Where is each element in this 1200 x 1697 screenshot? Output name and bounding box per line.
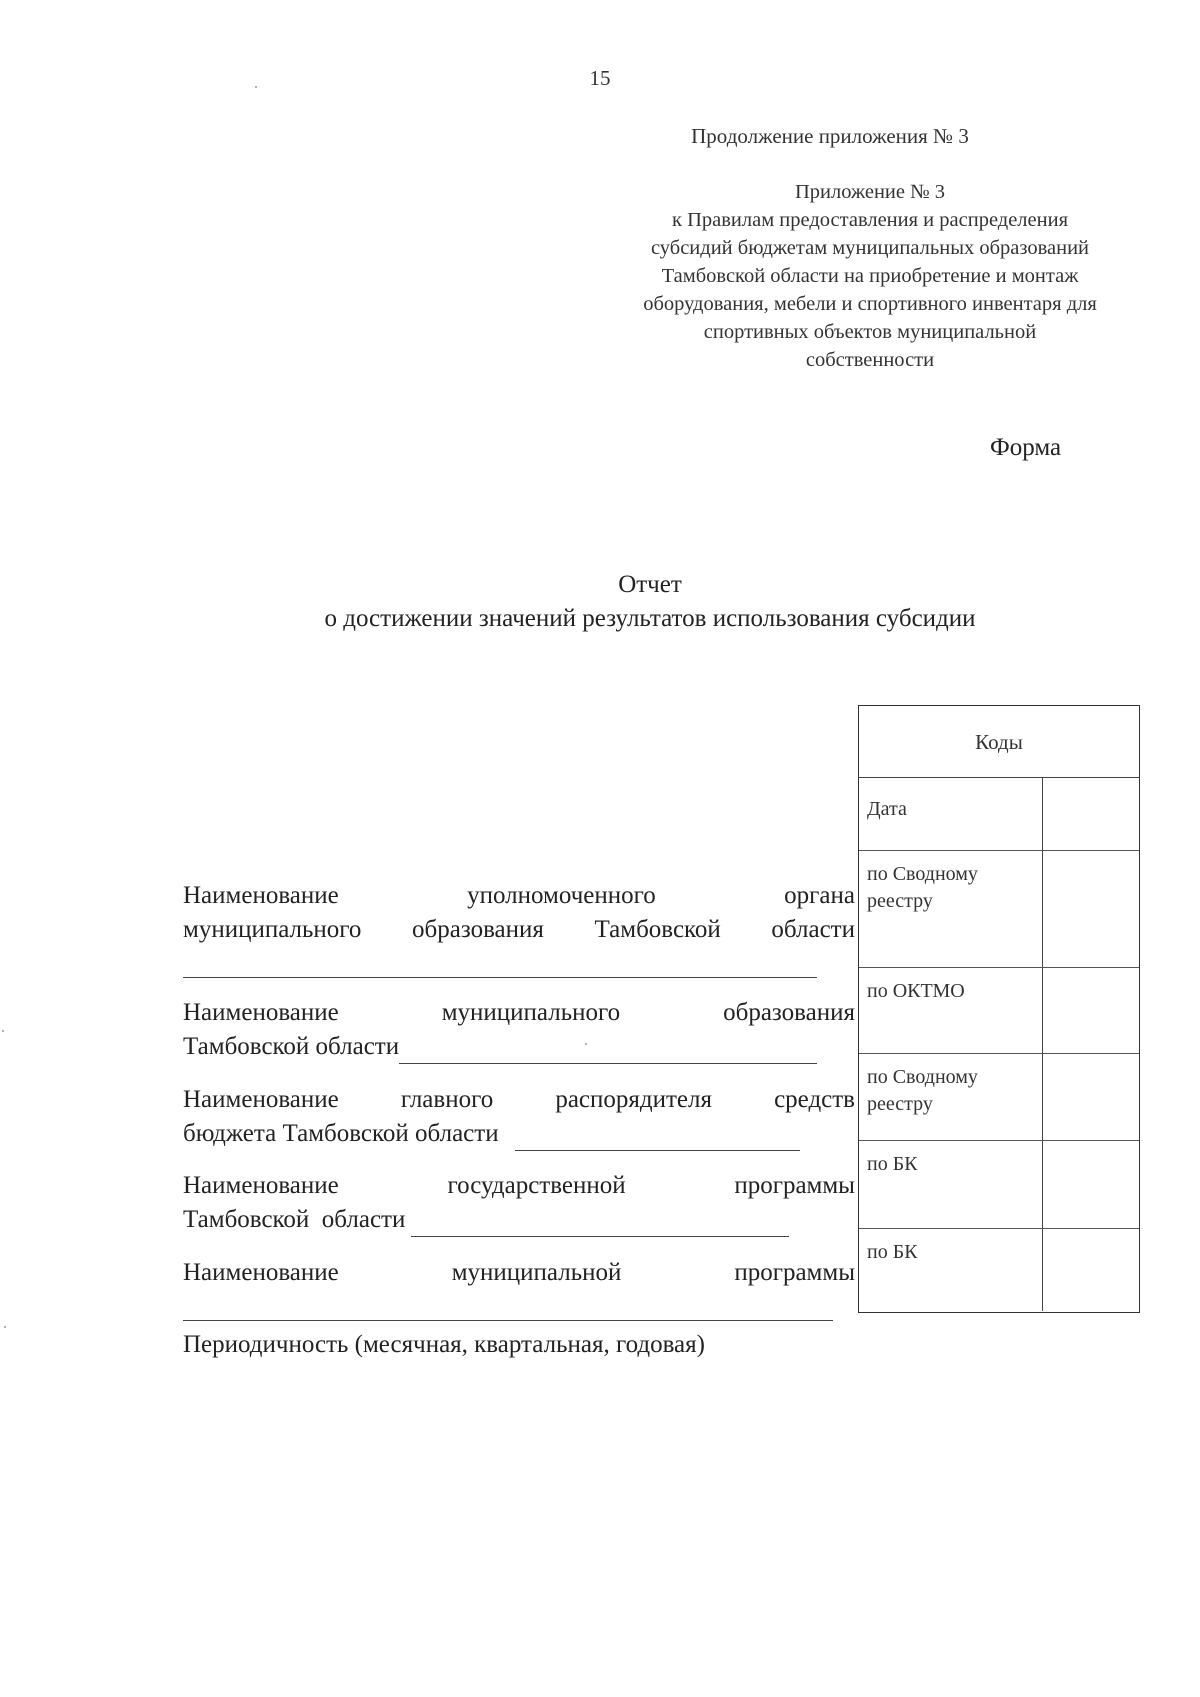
appendix-line: к Правилам предоставления и распределения (671, 209, 1069, 231)
field-word: Наименование (183, 1172, 339, 1199)
codes-row-label: Дата (867, 798, 907, 820)
codes-row-oktmo (859, 968, 1139, 1054)
codes-row-value-cell[interactable] (1042, 1229, 1139, 1311)
codes-row-consolidated-register (859, 851, 1139, 968)
appendix-reference (590, 178, 1150, 374)
field-word: программы (734, 1259, 855, 1286)
appendix-line: спортивных объектов муниципальной (703, 321, 1037, 343)
field-word: бюджета Тамбовской области (183, 1120, 499, 1147)
field-word: Наименование (183, 999, 339, 1026)
municipality-input-line[interactable] (399, 1037, 817, 1064)
codes-row-label: по БК (867, 1153, 918, 1175)
field-word: области (771, 916, 855, 943)
field-word: Наименование (183, 882, 339, 909)
field-word: муниципального (441, 999, 621, 1026)
codes-header: Коды (859, 706, 1139, 778)
field-municipality (183, 996, 855, 1064)
main-manager-input-line[interactable] (515, 1124, 800, 1151)
codes-row-value-cell[interactable] (1042, 1054, 1139, 1140)
codes-table (858, 705, 1140, 1313)
field-main-manager (183, 1083, 855, 1151)
appendix-line: Приложение № 3 (794, 181, 946, 203)
authorized-body-input-line[interactable] (183, 951, 817, 978)
appendix-line: оборудования, мебели и спортивного инвентаря для (643, 293, 1097, 315)
municipal-program-input-line[interactable] (183, 1294, 833, 1321)
field-word: средств (774, 1086, 855, 1113)
report-title: Отчет (618, 571, 682, 598)
field-word: программы (734, 1172, 855, 1199)
codes-row-bk (859, 1141, 1139, 1229)
scan-speck (585, 1043, 587, 1045)
codes-row-label: по Сводному реестру (867, 863, 978, 912)
field-word: Тамбовской области (183, 1033, 400, 1060)
field-word: главного (400, 1086, 494, 1113)
continuation-note: Продолжение приложения № 3 (691, 124, 969, 148)
field-word: уполномоченного (467, 882, 656, 909)
codes-row-value-cell[interactable] (1042, 1141, 1139, 1228)
field-word: Тамбовской (594, 916, 721, 943)
field-word: распорядителя (555, 1086, 712, 1113)
field-word: органа (784, 882, 855, 909)
periodicity-label: Периодичность (месячная, квартальная, годовая) (183, 1331, 705, 1358)
scan-speck (2, 1030, 4, 1032)
report-subtitle: о достижении значений результатов использования субсидии (324, 605, 976, 632)
state-program-input-line[interactable] (411, 1210, 789, 1237)
field-word: образования (723, 999, 855, 1026)
codes-row-consolidated-register-2 (859, 1054, 1139, 1141)
field-state-program (183, 1169, 855, 1237)
codes-row-bk-2 (859, 1229, 1139, 1311)
appendix-line: субсидий бюджетам муниципальных образований (650, 237, 1090, 259)
form-label: Форма (990, 434, 1062, 461)
appendix-line: Тамбовской области на приобретение и монтаж (661, 265, 1079, 287)
field-word: Тамбовской области (183, 1206, 406, 1233)
codes-row-value-cell[interactable] (1042, 778, 1139, 850)
appendix-line: собственности (805, 349, 935, 371)
field-authorized-body (183, 879, 855, 978)
field-word: муниципального (183, 916, 362, 943)
scan-speck (255, 86, 257, 88)
field-word: муниципальной (451, 1259, 622, 1286)
codes-row-label: по Сводному реестру (867, 1066, 978, 1115)
codes-row-value-cell[interactable] (1042, 968, 1139, 1053)
field-word: Наименование (183, 1086, 339, 1113)
scan-speck (4, 1326, 6, 1328)
codes-row-date (859, 778, 1139, 851)
field-word: государственной (447, 1172, 626, 1199)
field-municipal-program (183, 1256, 855, 1321)
codes-row-label: по БК (867, 1241, 918, 1263)
field-word: Наименование (183, 1259, 339, 1286)
field-word: образования (412, 916, 544, 943)
codes-row-label: по ОКТМО (867, 980, 965, 1002)
codes-row-value-cell[interactable] (1042, 851, 1139, 967)
page-number: 15 (589, 66, 611, 90)
